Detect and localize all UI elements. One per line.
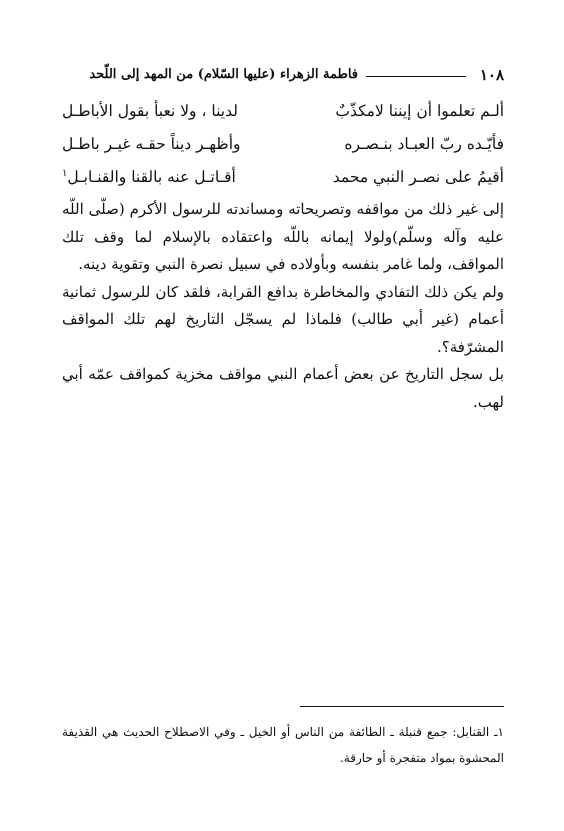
verse-first-hemistich: فأيّـده ربّ العبـاد بنـصـره (344, 135, 504, 153)
header-rule (366, 76, 466, 77)
verse-text: أقـاتـل عنه بالقنا والقنـابـل (67, 168, 236, 187)
verse-second-hemistich: لدينا ، ولا نعبأ بقول الأباطـل (62, 102, 238, 120)
verse-first-hemistich: أقيمُ على نصـر النبي محمد (332, 168, 504, 186)
page-header (62, 66, 504, 90)
verse-second-hemistich: وأظهـر ديناً حقـه غيـر باطـل (62, 135, 241, 153)
footnote-rule (300, 706, 504, 707)
verse-first-hemistich: ألـم تعلموا أن إيننا لامكذّبٌ (335, 102, 504, 120)
footnote: ١ـ القنابل: جمع قنبلة ـ الطائفة من الناس أو الخيل ـ وفي الاصطلاح الحديث هي القذيفة المحشوة بمواد متفجرة أو حارقة. (62, 725, 504, 765)
verse-second-hemistich (62, 168, 236, 186)
poem-verse (62, 135, 504, 161)
poem-verse (62, 168, 504, 194)
footnote-reference: ١ (62, 168, 68, 179)
running-title: فاطمة الزهراء (عليها السّلام) من المهد إلى اللّحد (89, 67, 358, 82)
page-number: ١٠٨ (479, 66, 504, 84)
paragraph: بل سجل التاريخ عن بعض أعمام النبي مواقف مخزية كمواقف عمّه أبي لهب. (62, 365, 504, 411)
paragraph: ولم يكن ذلك التفادي والمخاطرة بدافع القرابة، فلقد كان للرسول ثمانية أعمام (غير أبي طالب) فلماذا لم يسجّل التاريخ لهم تلك المواقف المشرّفة؟. (62, 282, 504, 356)
paragraph: إلى غير ذلك من مواقفه وتصريحاته ومساندته للرسول الأكرم (صلّى اللّه عليه وآله وسلّم)ولولا إيمانه باللّه واعتقاده بالإسلام لما وقف تلك المواقف، ولما غامر بنفسه وبأولاده في سبيل نصرة النبي وتقوية دينه. (62, 200, 504, 273)
body-text (62, 196, 504, 416)
poem-verse (62, 102, 504, 128)
